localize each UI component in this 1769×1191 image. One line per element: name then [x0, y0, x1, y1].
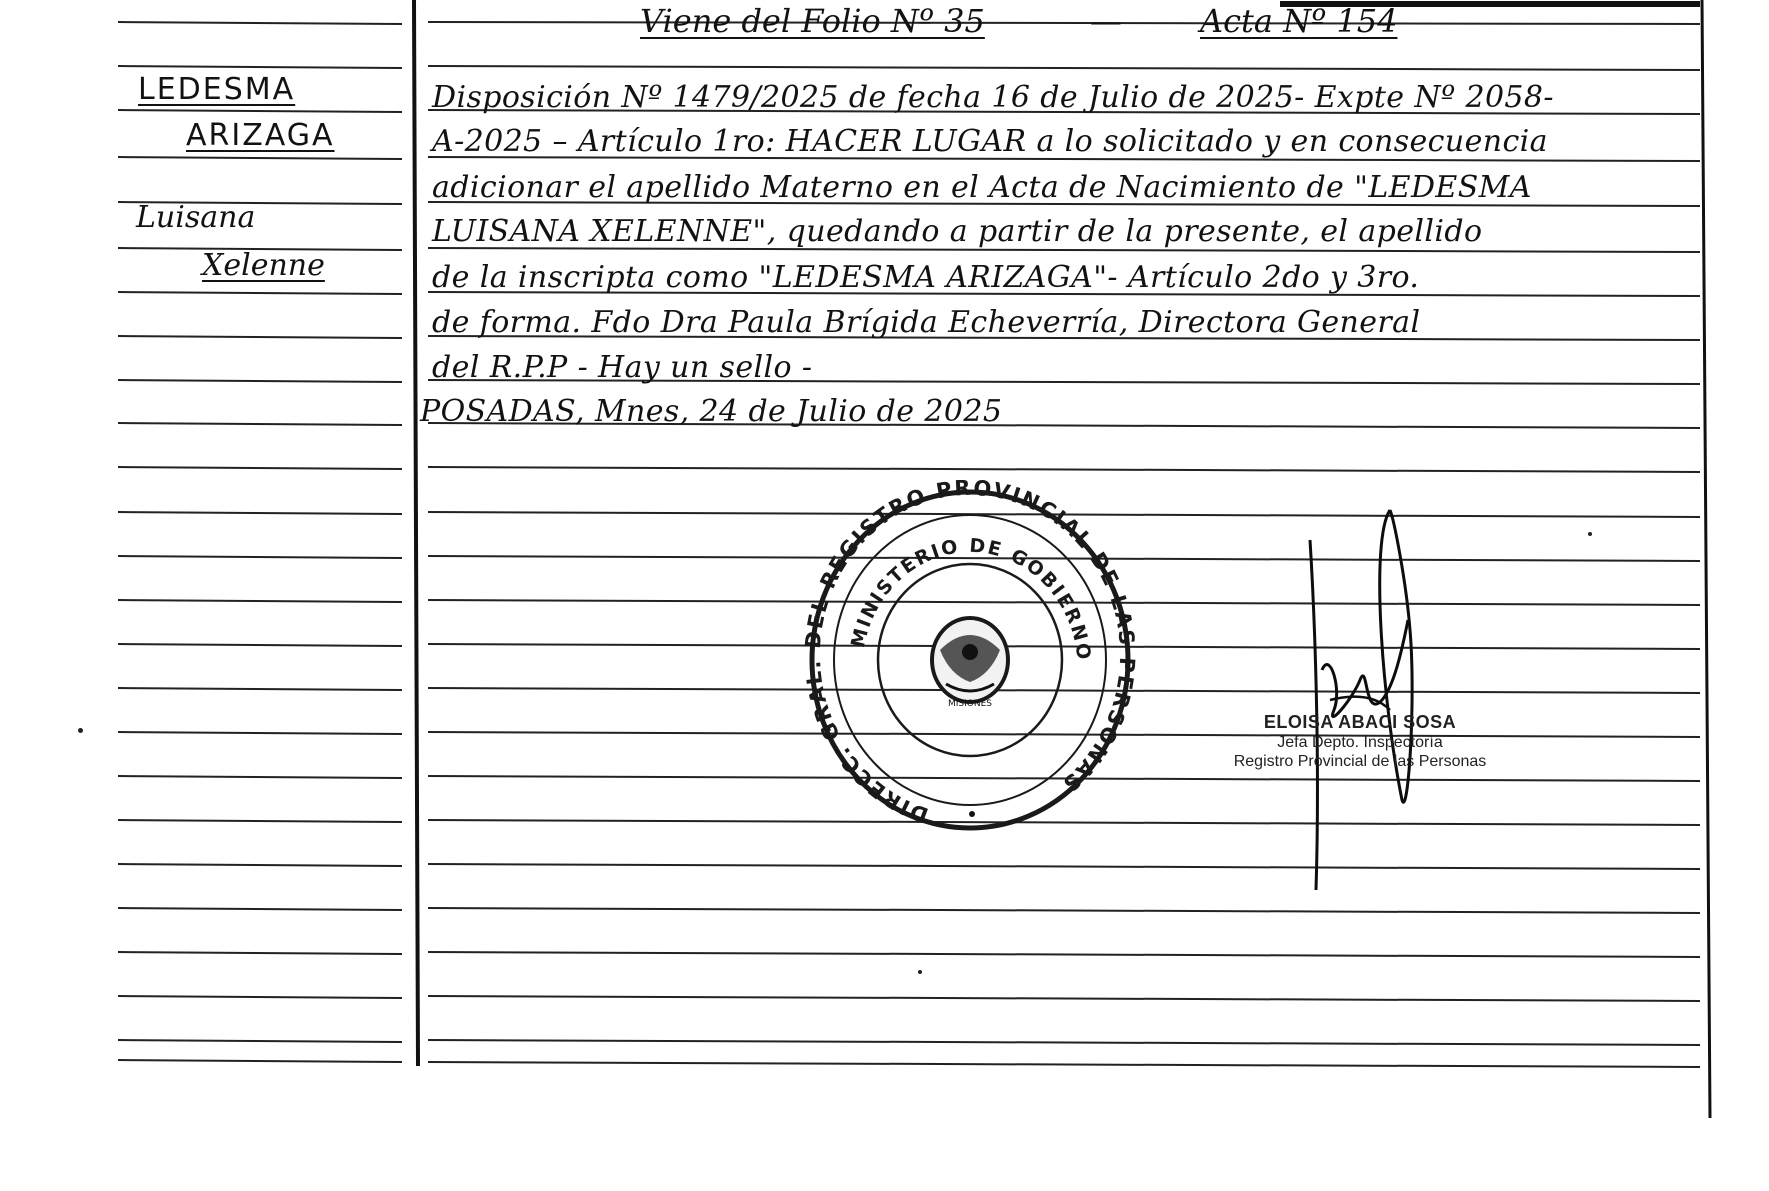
seal-emblem-text: MISIONES — [947, 699, 993, 709]
coat-of-arms-icon — [932, 618, 1008, 709]
body-line-6: de forma. Fdo Dra Paula Brígida Echeverría, Directora General — [432, 305, 1421, 340]
handwritten-signature — [1290, 500, 1460, 900]
signature-stamp — [1170, 712, 1550, 771]
signatory-role: Jefa Depto. Inspectoría — [1277, 734, 1443, 751]
margin-given-2: Xelenne — [202, 248, 325, 283]
margin-surname-1: LEDESMA — [138, 72, 296, 107]
seal-outer-text: DIRECC. GRAL. DEL REGISTRO PROVINCIAL DE LAS PERSONAS — [800, 480, 1140, 828]
body-line-7: del R.P.P - Hay un sello - — [432, 350, 813, 385]
ink-speck — [78, 728, 83, 733]
body-line-4: LUISANA XELENNE", quedando a partir de la presente, el apellido — [432, 214, 1483, 249]
header-dash: — — [1090, 2, 1122, 40]
margin-surname-2: ARIZAGA — [186, 118, 335, 153]
folio-text: Viene del Folio Nº 35 — [640, 2, 985, 40]
body-line-2: A-2025 – Artículo 1ro: HACER LUGAR a lo solicitado y en consecuencia — [432, 124, 1548, 159]
margin-given-1: Luisana — [136, 200, 256, 235]
header-acta — [1200, 2, 1397, 40]
seal-graphic — [800, 480, 1140, 840]
official-seal — [800, 480, 1140, 840]
seal-inner-text: MINISTERIO DE GOBIERNO — [846, 534, 1095, 663]
body-line-8: POSADAS, Mnes, 24 de Julio de 2025 — [420, 394, 1003, 429]
acta-text: Acta Nº 154 — [1200, 2, 1398, 40]
signatory-org: Registro Provincial de las Personas — [1233, 753, 1487, 770]
ink-speck — [1588, 532, 1592, 536]
body-line-1: Disposición Nº 1479/2025 de fecha 16 de Julio de 2025- Expte Nº 2058- — [432, 80, 1554, 115]
body-line-5: de la inscripta como "LEDESMA ARIZAGA"- Artículo 2do y 3ro. — [432, 260, 1420, 295]
body-line-3: adicionar el apellido Materno en el Acta de Nacimiento de "LEDESMA — [432, 170, 1532, 205]
ink-speck — [918, 970, 922, 974]
signatory-name: ELOISA ABACI SOSA — [1263, 712, 1457, 732]
header-folio — [640, 2, 985, 40]
